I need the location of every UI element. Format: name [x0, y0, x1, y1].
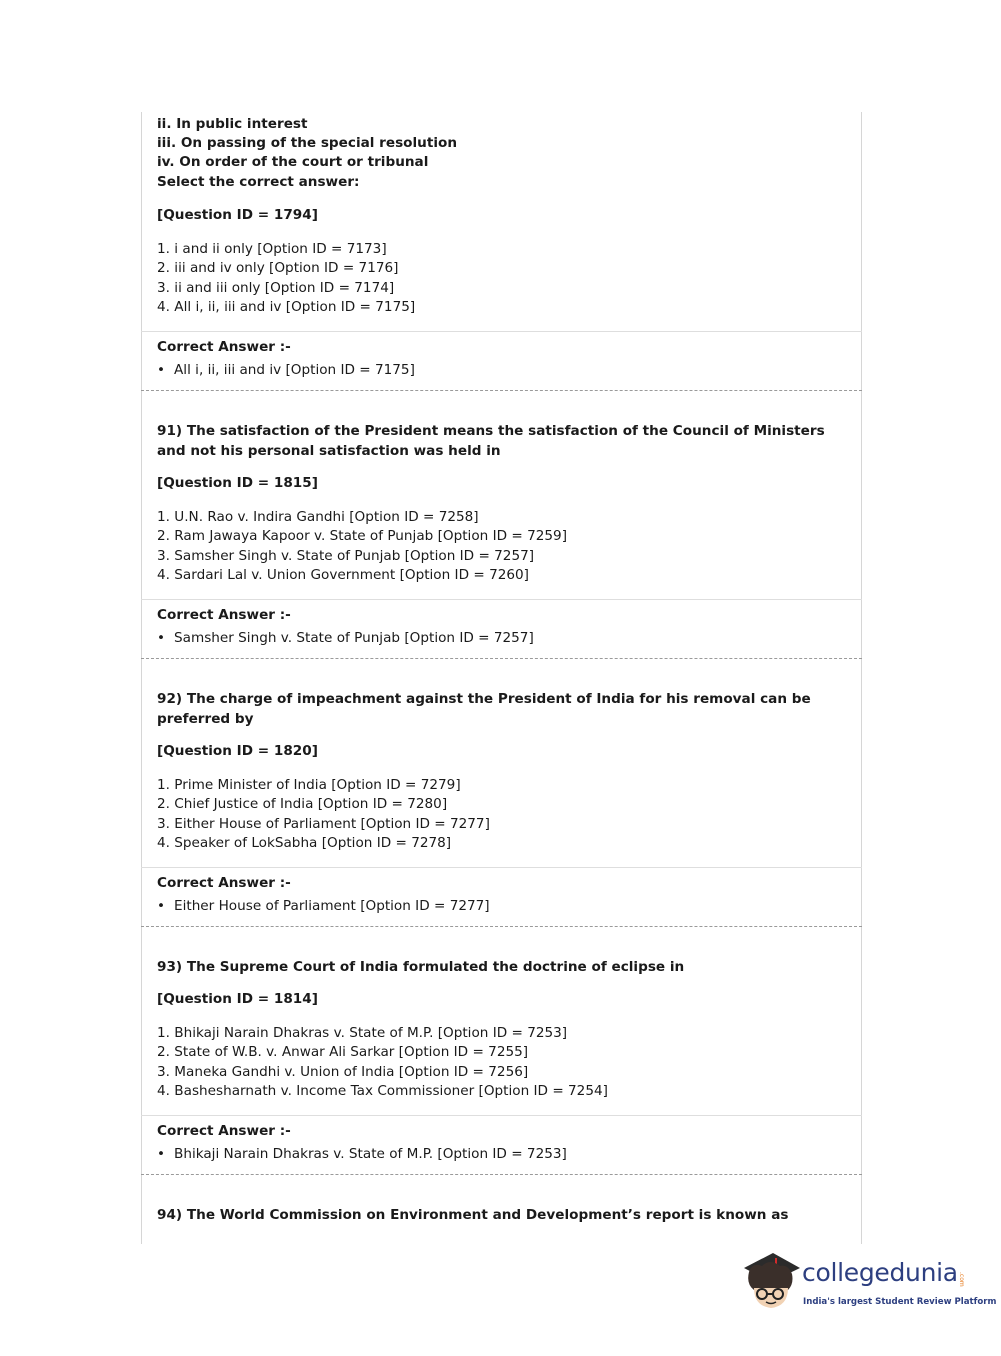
divider: [141, 599, 862, 600]
q93-option-3: 3. Maneka Gandhi v. Union of India [Option ID = 7256]: [157, 1064, 529, 1080]
q92-option-2: 2. Chief Justice of India [Option ID = 7280]: [157, 796, 448, 812]
divider: [141, 867, 862, 868]
q92-option-4: 4. Speaker of LokSabha [Option ID = 7278]: [157, 835, 452, 851]
q93-title: 93) The Supreme Court of India formulated the doctrine of eclipse in: [157, 959, 685, 975]
q93-option-2: 2. State of W.B. v. Anwar Ali Sarkar [Option ID = 7255]: [157, 1044, 529, 1060]
question-separator: [141, 658, 862, 659]
q93-answer-label: Correct Answer :-: [157, 1123, 291, 1139]
q93-answer: • Bhikaji Narain Dhakras v. State of M.P. [Option ID = 7253]: [157, 1146, 567, 1162]
q94-title: 94) The World Commission on Environment and Development’s report is known as: [157, 1207, 789, 1223]
q93-option-4: 4. Bashesharnath v. Income Tax Commissioner [Option ID = 7254]: [157, 1083, 608, 1099]
q91-title: 91) The satisfaction of the President means the satisfaction of the Council of Ministers and not his personal satisfaction was held in: [157, 423, 825, 459]
q92-option-3: 3. Either House of Parliament [Option ID = 7277]: [157, 816, 490, 832]
q91-answer-label: Correct Answer :-: [157, 607, 291, 623]
q92-title: 92) The charge of impeachment against the President of India for his removal can be preferred by: [157, 691, 811, 727]
q93-answer-text: Bhikaji Narain Dhakras v. State of M.P. [Option ID = 7253]: [174, 1146, 567, 1162]
q90-line-2: iii. On passing of the special resolution: [157, 135, 458, 151]
q91-option-4: 4. Sardari Lal v. Union Government [Option ID = 7260]: [157, 567, 529, 583]
brand-name: collegedunia: [802, 1258, 958, 1287]
question-separator: [141, 1174, 862, 1175]
q92-question-id: [Question ID = 1820]: [157, 743, 318, 759]
question-separator: [141, 926, 862, 927]
q90-line-4: Select the correct answer:: [157, 174, 360, 190]
q93-option-1: 1. Bhikaji Narain Dhakras v. State of M.P. [Option ID = 7253]: [157, 1025, 568, 1041]
q90-answer: • All i, ii, iii and iv [Option ID = 7175]: [157, 362, 415, 378]
q93-question-id: [Question ID = 1814]: [157, 991, 318, 1007]
mascot-icon: [744, 1253, 800, 1308]
brand-tagline: India's largest Student Review Platform: [803, 1297, 997, 1307]
q91-option-3: 3. Samsher Singh v. State of Punjab [Option ID = 7257]: [157, 548, 535, 564]
q90-option-2: 2. iii and iv only [Option ID = 7176]: [157, 260, 399, 276]
q90-answer-label: Correct Answer :-: [157, 339, 291, 355]
q91-question-id: [Question ID = 1815]: [157, 475, 318, 491]
q92-answer: • Either House of Parliament [Option ID = 7277]: [157, 898, 490, 914]
q91-option-2: 2. Ram Jawaya Kapoor v. State of Punjab [Option ID = 7259]: [157, 528, 567, 544]
q92-answer-label: Correct Answer :-: [157, 875, 291, 891]
q91-answer: • Samsher Singh v. State of Punjab [Option ID = 7257]: [157, 630, 534, 646]
q90-line-1: ii. In public interest: [157, 116, 308, 132]
divider: [141, 331, 862, 332]
q90-question-id: [Question ID = 1794]: [157, 207, 318, 223]
q90-answer-text: All i, ii, iii and iv [Option ID = 7175]: [174, 362, 415, 378]
q92-option-1: 1. Prime Minister of India [Option ID = 7279]: [157, 777, 461, 793]
brand-dotcom: .com: [958, 1272, 965, 1287]
q91-answer-text: Samsher Singh v. State of Punjab [Option ID = 7257]: [174, 630, 534, 646]
divider: [141, 1115, 862, 1116]
q90-option-4: 4. All i, ii, iii and iv [Option ID = 7175]: [157, 299, 416, 315]
q90-option-3: 3. ii and iii only [Option ID = 7174]: [157, 280, 395, 296]
q92-answer-text: Either House of Parliament [Option ID = 7277]: [174, 898, 490, 914]
q91-option-1: 1. U.N. Rao v. Indira Gandhi [Option ID = 7258]: [157, 509, 479, 525]
q90-option-1: 1. i and ii only [Option ID = 7173]: [157, 241, 387, 257]
question-separator: [141, 390, 862, 391]
q90-line-3: iv. On order of the court or tribunal: [157, 154, 429, 170]
